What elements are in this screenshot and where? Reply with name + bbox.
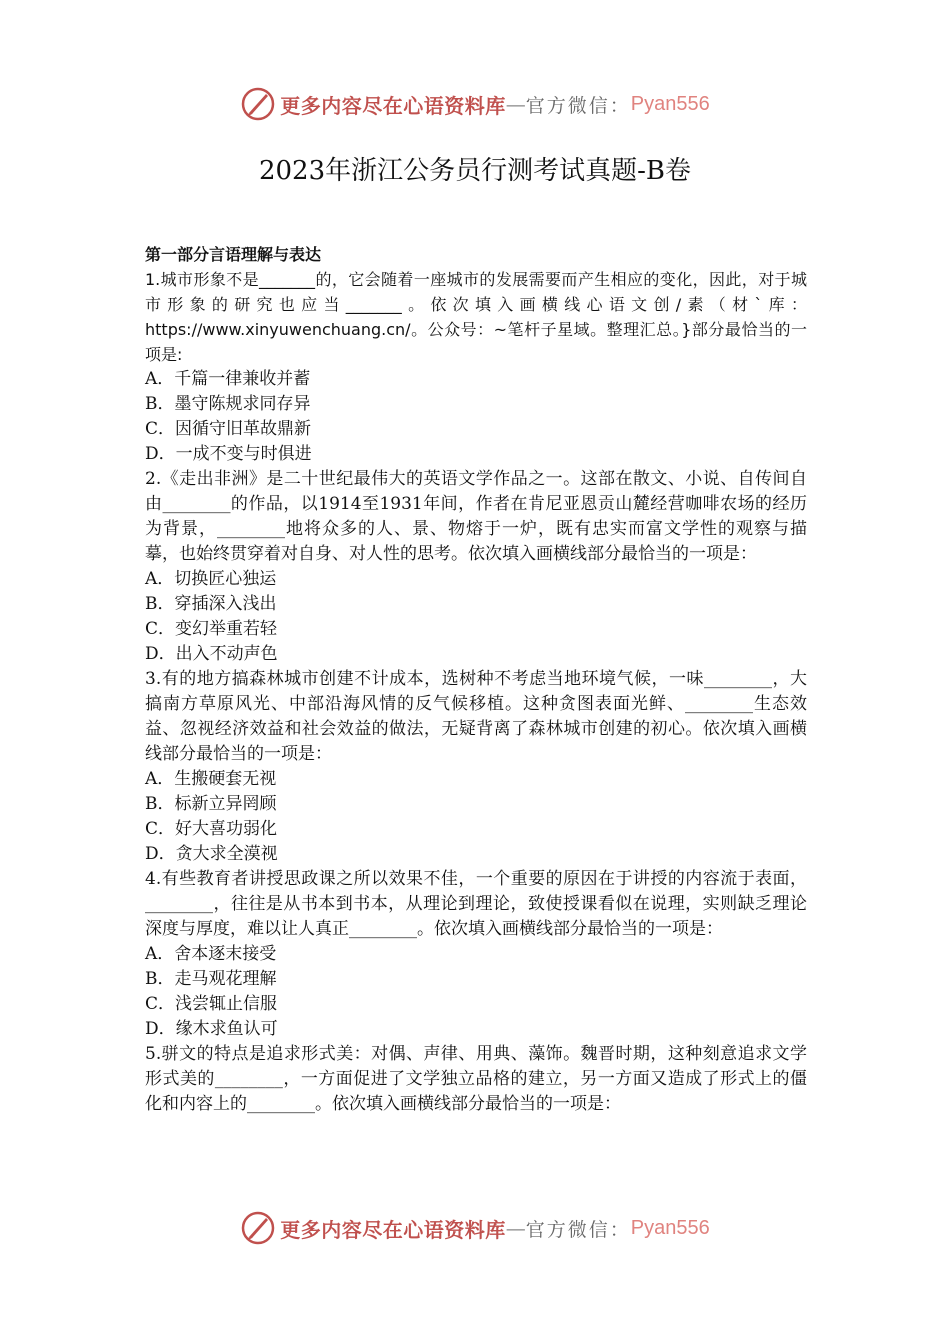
question-stem: 2.《走出非洲》是二十世纪最伟大的英语文学作品之一。这部在散文、小说、自传间自由________的作品，以1914至1931年间，作者在肯尼亚恩贡山麓经营咖啡农场的经历为背景，________地将众多的人、景、物熔于一炉，既有忠实而富文学性的观察与描摹，也始终贯穿着对自身、对人性的思考。依次填入画横线部分最恰当的一项是：	[145, 469, 807, 564]
question-2	[145, 467, 807, 667]
banner-main-text: 更多内容尽在心语资料库	[280, 93, 506, 118]
option-c: C．变幻举重若轻	[145, 619, 278, 639]
option-b: B．走马观花理解	[145, 969, 277, 989]
question-stem: 1.城市形象不是_______的，它会随着一座城市的发展需要而产生相应的变化，因此，对于城市形象的研究也应当_______。依次填入画横线心语文创/素（材`库：https://www.xinyuwenchuang.cn/。公众号：~笔杆子星域。整理汇总。}部分最恰当的一项是:	[145, 270, 807, 364]
question-stem: 5.骈文的特点是追求形式美：对偶、声律、用典、藻饰。魏晋时期，这种刻意追求文学形式美的________，一方面促进了文学独立品格的建立，另一方面又造成了形式上的僵化和内容上的________。依次填入画横线部分最恰当的一项是：	[145, 1044, 807, 1114]
option-b: B．穿插深入浅出	[145, 594, 277, 614]
option-b: B．标新立异罔顾	[145, 794, 277, 814]
banner-wechat-id: Pyan556	[630, 92, 710, 115]
question-stem: 4.有些教育者讲授思政课之所以效果不佳，一个重要的原因在于讲授的内容流于表面，________，往往是从书本到书本，从理论到理论，致使授课看似在说理，实则缺乏理论深度与厚度，难以让人真正________。依次填入画横线部分最恰当的一项是：	[145, 869, 807, 939]
option-b: B．墨守陈规求同存异	[145, 394, 311, 414]
question-4	[145, 867, 807, 1042]
banner-dash: —	[505, 1216, 526, 1240]
option-c: C．因循守旧革故鼎新	[145, 419, 312, 439]
option-d: D．贪大求全漠视	[145, 844, 278, 864]
document-title: 2023年浙江公务员行测考试真题-B卷	[258, 156, 692, 186]
option-a: A．千篇一律兼收并蓄	[145, 369, 311, 389]
quill-logo-icon	[240, 1210, 276, 1246]
quill-logo-icon	[240, 86, 276, 122]
banner-main-text: 更多内容尽在心语资料库	[280, 1217, 506, 1242]
option-c: C．浅尝辄止信服	[145, 994, 278, 1014]
banner-sub-text: 官方微信：	[525, 94, 631, 117]
option-a: A．切换匠心独运	[145, 569, 277, 589]
option-d: D．出入不动声色	[145, 644, 278, 664]
question-3	[145, 667, 807, 867]
option-a: A．舍本逐末接受	[145, 944, 277, 964]
question-1	[145, 267, 807, 467]
question-stem: 3.有的地方搞森林城市创建不计成本，选树种不考虑当地环境气候，一味________，大搞南方草原风光、中部沿海风情的反气候移植。这种贪图表面光鲜、________生态效益、忽视经济效益和社会效益的做法，无疑背离了森林城市创建的初心。依次填入画横线部分最恰当的一项是：	[145, 669, 807, 764]
header-banner	[0, 82, 950, 126]
option-d: D．一成不变与时俱进	[145, 444, 312, 464]
banner-dash: —	[505, 92, 526, 116]
footer-banner	[0, 1206, 950, 1250]
option-c: C．好大喜功弱化	[145, 819, 278, 839]
question-5	[145, 1042, 807, 1117]
banner-wechat-id: Pyan556	[630, 1216, 710, 1239]
document-body	[145, 242, 807, 1117]
option-a: A．生搬硬套无视	[145, 769, 277, 789]
option-d: D．缘木求鱼认可	[145, 1019, 278, 1039]
section-heading: 第一部分言语理解与表达	[145, 245, 322, 264]
banner-sub-text: 官方微信：	[525, 1218, 631, 1241]
